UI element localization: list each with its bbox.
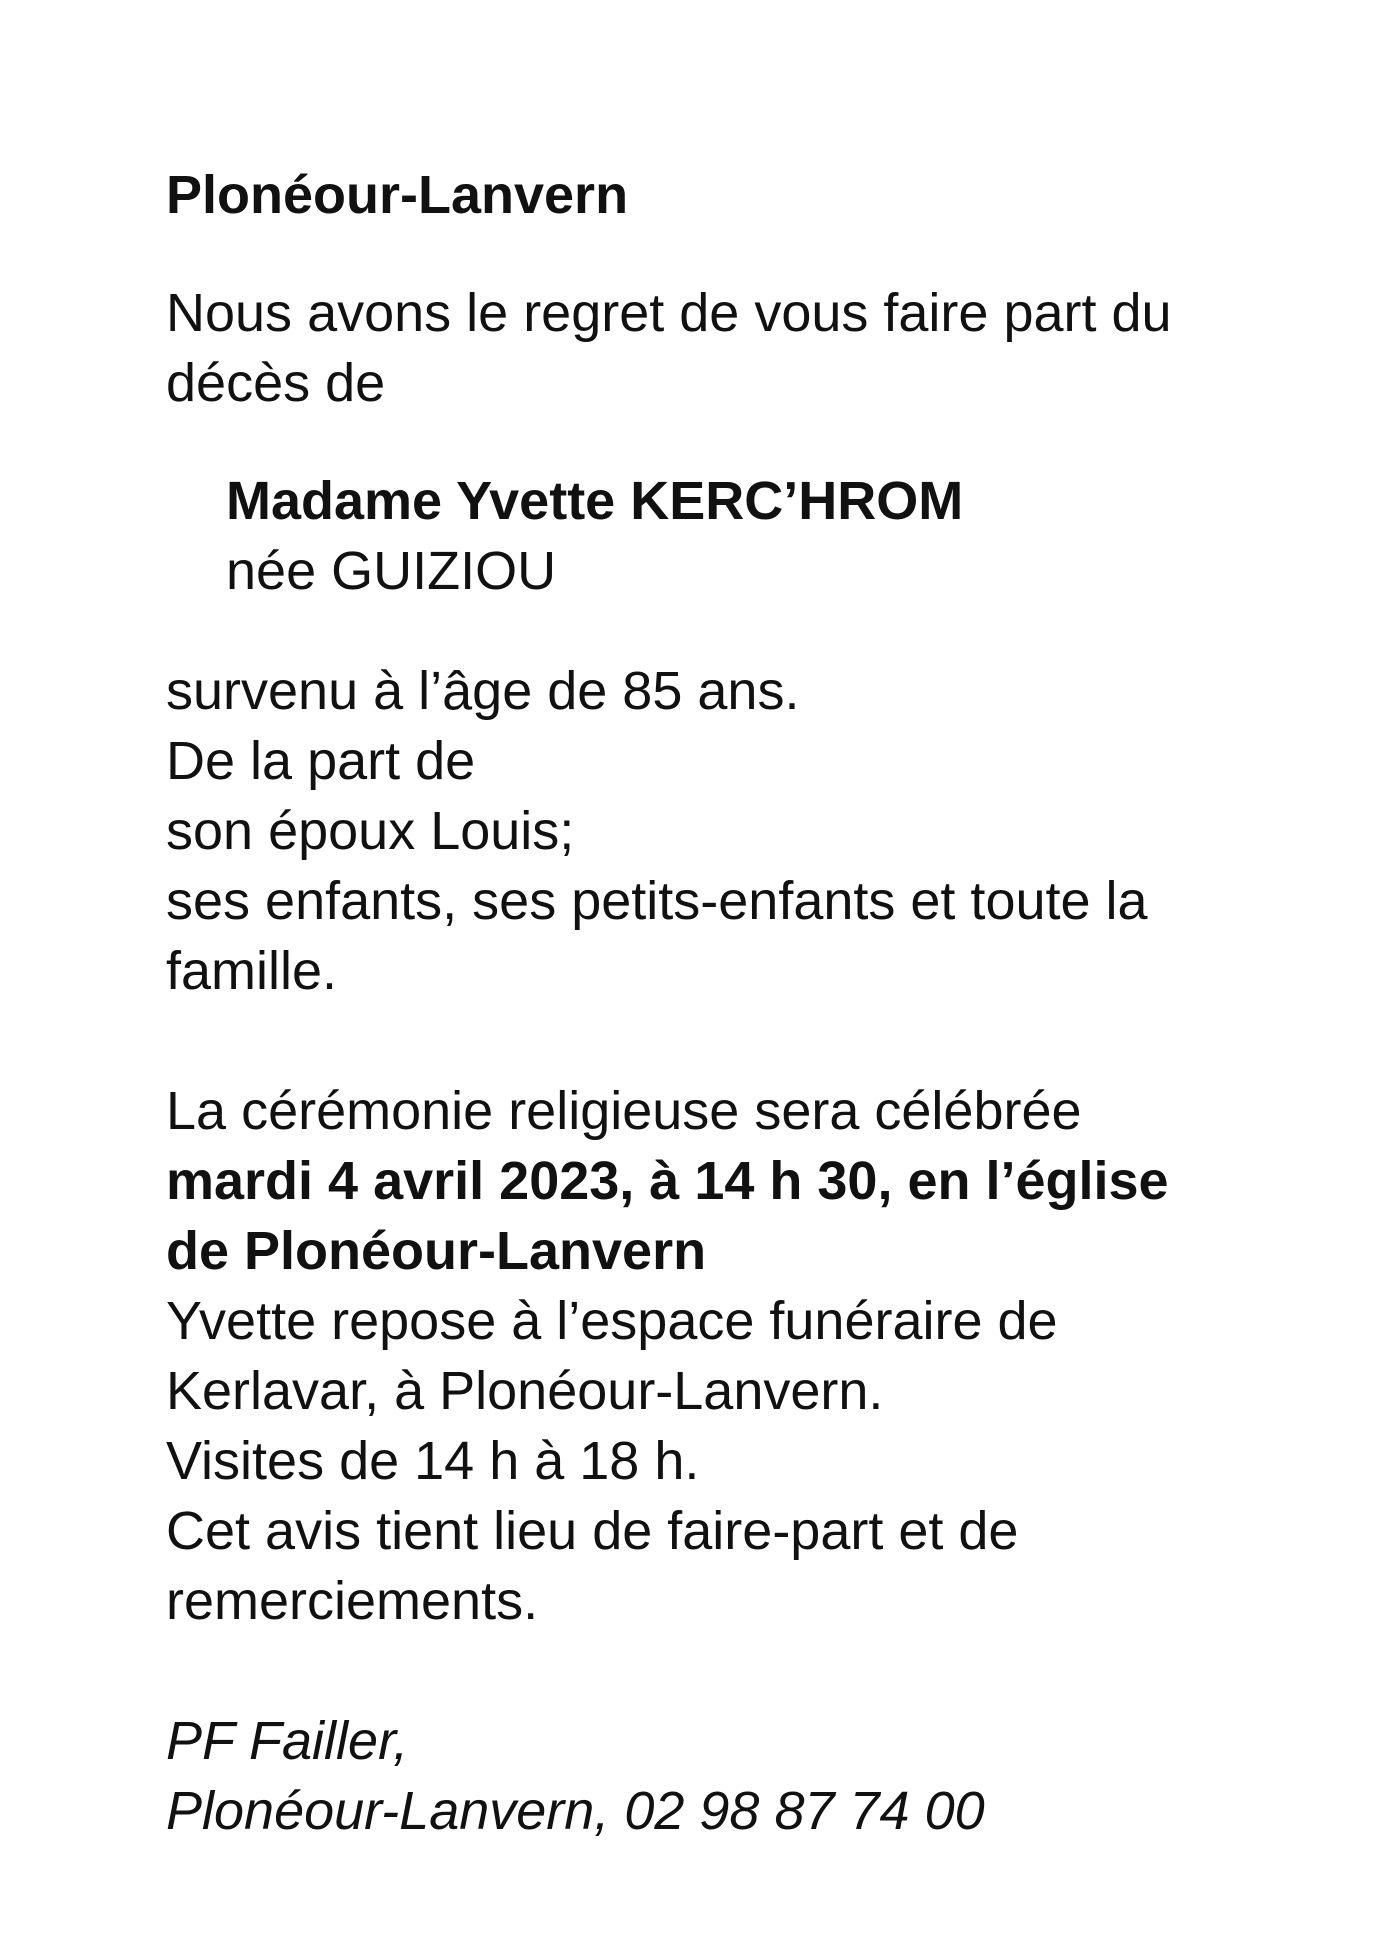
ceremony-datetime-place: mardi 4 avril 2023, à 14 h 30, en l’église de Plonéour-Lanvern [166,1151,1169,1281]
visits-text: Visites de 14 h à 18 h. [166,1431,700,1491]
funeral-contact: Plonéour-Lanvern, 02 98 87 74 00 [166,1781,985,1841]
deceased-maiden-name: née GUIZIOU [226,541,557,601]
notice-text: Cet avis tient lieu de faire-part et de remerciements. [166,1501,1019,1631]
signature-block [166,1706,1216,1846]
children-text: ses enfants, ses petits-enfants et toute la famille. [166,871,1148,1001]
from-text: De la part de [166,731,476,791]
intro-text: Nous avons le regret de vous faire part du décès de [166,283,1172,413]
obituary-notice [166,160,1216,1846]
ceremony-block [166,1076,1216,1636]
family-block [166,656,1216,1006]
age-text: survenu à l’âge de 85 ans. [166,661,800,721]
deceased-name: Madame Yvette KERC’HROM [226,471,964,531]
funeral-company: PF Failler, [166,1711,409,1771]
resting-place-text: Yvette repose à l’espace funéraire de Kerlavar, à Plonéour-Lanvern. [166,1291,1058,1421]
town-heading: Plonéour-Lanvern [166,165,629,225]
spouse-text: son époux Louis; [166,801,575,861]
deceased-block [226,466,1216,606]
ceremony-announcement: La cérémonie religieuse sera célébrée [166,1081,1082,1141]
